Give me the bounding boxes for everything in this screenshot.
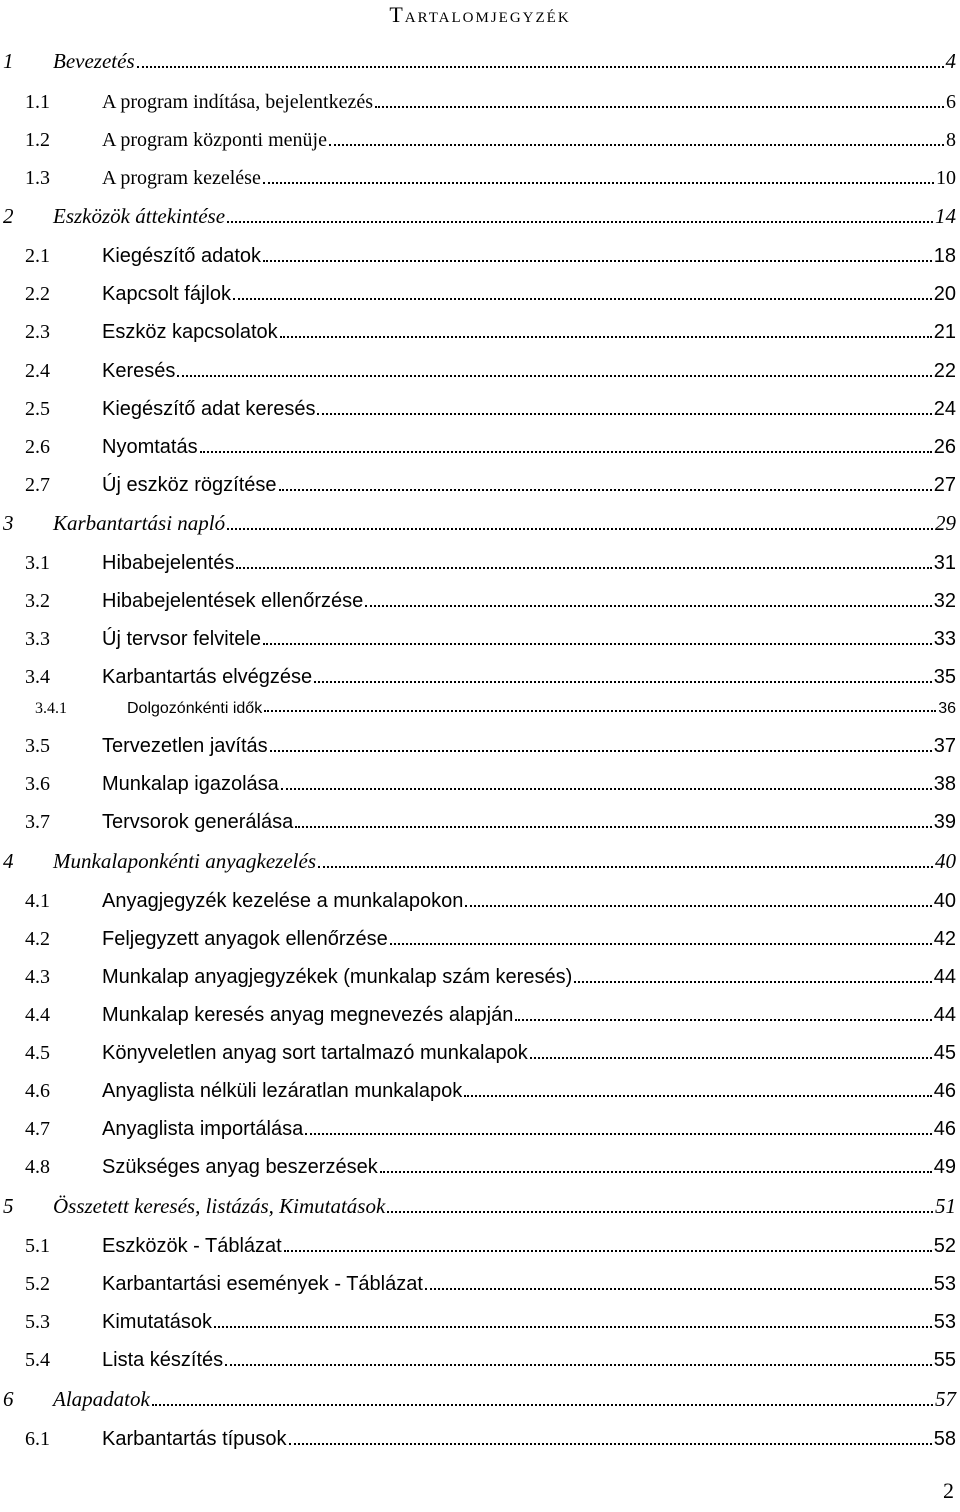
toc-entry-label: Hibabejelentések ellenőrzése — [102, 590, 364, 612]
toc-entry-label: Munkalap igazolása — [102, 773, 279, 795]
toc-entry-label: Eszköz kapcsolatok — [102, 321, 278, 343]
toc-entry[interactable] — [0, 353, 960, 383]
toc-entry-number: 3.4.1 — [35, 700, 67, 717]
toc-entry-number: 4.8 — [25, 1156, 50, 1178]
dot-leader — [574, 981, 932, 983]
toc-entry-page: 32 — [933, 590, 956, 612]
toc-entry[interactable] — [0, 921, 960, 951]
toc-entry-number: 2 — [3, 204, 14, 228]
dot-leader — [236, 567, 931, 569]
toc-entry[interactable] — [0, 506, 960, 536]
toc-entry[interactable] — [0, 1382, 960, 1412]
toc-entry-page: 29 — [935, 511, 956, 535]
toc-entry-number: 3.2 — [25, 590, 50, 612]
toc-entry-label: Könyveletlen anyag sort tartalmazó munkalapok — [102, 1042, 528, 1064]
dot-leader — [425, 1288, 932, 1290]
toc-entry-page: 35 — [933, 666, 956, 688]
toc-entry[interactable] — [0, 238, 960, 268]
dot-leader — [530, 1057, 932, 1059]
toc-entry-label: Új tervsor felvitele — [102, 628, 261, 650]
toc-entry[interactable] — [0, 621, 960, 651]
toc-entry-page: 44 — [933, 966, 956, 988]
toc-entry-page: 39 — [933, 811, 956, 833]
toc-entry[interactable] — [0, 1342, 960, 1372]
toc-entry-number: 3 — [3, 511, 14, 535]
toc-entry[interactable] — [0, 1304, 960, 1334]
toc-entry-label: Karbantartás elvégzése — [102, 666, 313, 688]
toc-entry-number: 4.6 — [25, 1080, 50, 1102]
toc-entry-page: 8 — [946, 129, 956, 151]
toc-entry-number: 4.4 — [25, 1004, 50, 1026]
toc-entry-page: 18 — [933, 245, 956, 267]
dot-leader — [233, 298, 932, 300]
toc-entry-label: Kimutatások — [102, 1311, 213, 1333]
toc-entry-number: 4.7 — [25, 1118, 50, 1140]
toc-entry-page: 24 — [933, 398, 956, 420]
toc-entry-label: Karbantartási napló — [53, 511, 226, 535]
toc-entry-label: Kapcsolt fájlok — [102, 283, 231, 305]
toc-entry-label: Tervsorok generálása — [102, 811, 294, 833]
dot-leader — [284, 1250, 932, 1252]
toc-entry-page: 6 — [946, 91, 956, 113]
dot-leader — [289, 1443, 932, 1445]
toc-entry-page: 40 — [933, 890, 956, 912]
toc-entry-number: 5.4 — [25, 1349, 50, 1371]
toc-entry-number: 5.2 — [25, 1273, 50, 1295]
toc-entry-label: Kiegészítő adat keresés — [102, 398, 316, 420]
toc-entry-page: 46 — [933, 1118, 956, 1140]
dot-leader — [214, 1326, 932, 1328]
dot-leader — [390, 943, 932, 945]
toc-entry-number: 6.1 — [25, 1428, 50, 1450]
toc-entry-page: 4 — [945, 49, 956, 73]
toc-entry-number: 1.2 — [25, 129, 50, 151]
toc-entry-label: Új eszköz rögzítése — [102, 474, 277, 496]
toc-entry-page: 52 — [933, 1235, 956, 1257]
toc-entry-number: 3.6 — [25, 773, 50, 795]
toc-entry-page: 46 — [933, 1080, 956, 1102]
toc-entry[interactable] — [0, 314, 960, 344]
toc-entry[interactable] — [0, 1111, 960, 1141]
toc-entry[interactable] — [0, 1189, 960, 1219]
toc-entry-label: Dolgozónkénti idők — [127, 700, 263, 717]
toc-entry[interactable] — [0, 728, 960, 758]
toc-entry-label: Munkalap keresés anyag megnevezés alapján — [102, 1004, 514, 1026]
toc-entry-label: Tervezetlen javítás — [102, 735, 268, 757]
toc-entry-label: Szükséges anyag beszerzések — [102, 1156, 378, 1178]
dot-leader — [279, 489, 932, 491]
toc-entry-page: 38 — [933, 773, 956, 795]
toc-entry[interactable] — [0, 1149, 960, 1179]
toc-entry[interactable] — [0, 804, 960, 834]
toc-entry-number: 2.3 — [25, 321, 50, 343]
toc-entry[interactable] — [0, 844, 960, 874]
toc-entry-page: 20 — [933, 283, 956, 305]
toc-entry-number: 2.2 — [25, 283, 50, 305]
toc-entry-page: 57 — [935, 1387, 956, 1411]
toc-entry-number: 3.1 — [25, 552, 50, 574]
dot-leader — [263, 182, 934, 184]
toc-entry-number: 1.3 — [25, 167, 50, 189]
toc-entry-page: 10 — [936, 167, 956, 189]
toc-entry[interactable] — [0, 1266, 960, 1296]
toc-entry-label: Bevezetés — [53, 49, 135, 73]
toc-entry-number: 1 — [3, 49, 14, 73]
dot-leader — [152, 1404, 933, 1406]
toc-entry[interactable] — [0, 1073, 960, 1103]
toc-entry-page: 42 — [933, 928, 956, 950]
toc-entry-number: 4.3 — [25, 966, 50, 988]
dot-leader — [137, 66, 944, 68]
toc-entry-number: 5.3 — [25, 1311, 50, 1333]
toc-entry[interactable] — [0, 467, 960, 497]
dot-leader — [464, 1095, 932, 1097]
toc-entry-label: A program kezelése — [102, 167, 261, 189]
toc-entry[interactable] — [0, 1228, 960, 1258]
dot-leader — [264, 710, 936, 712]
toc-entry-number: 2.4 — [25, 360, 50, 382]
toc-entry-number: 2.1 — [25, 245, 50, 267]
toc-entry-page: 36 — [938, 700, 956, 717]
toc-entry-page: 55 — [933, 1349, 956, 1371]
toc-entry-label: Nyomtatás — [102, 436, 198, 458]
toc-entry-label: Feljegyzett anyagok ellenőrzése — [102, 928, 388, 950]
toc-entry-label: A program indítása, bejelentkezés — [102, 91, 374, 113]
toc-entry-number: 2.5 — [25, 398, 50, 420]
toc-entry-label: Kiegészítő adatok — [102, 245, 261, 267]
dot-leader — [314, 681, 932, 683]
dot-leader — [177, 375, 931, 377]
toc-entry[interactable] — [0, 659, 960, 689]
dot-leader — [263, 643, 932, 645]
toc-entry-number: 4.1 — [25, 890, 50, 912]
dot-leader — [317, 413, 931, 415]
page-number: 2 — [943, 1478, 954, 1503]
toc-entry[interactable] — [0, 766, 960, 796]
toc-entry-page: 31 — [933, 552, 956, 574]
toc-entry[interactable] — [0, 199, 960, 229]
toc-entry-number: 2.7 — [25, 474, 50, 496]
toc-entry[interactable] — [0, 1421, 960, 1451]
toc-entry-number: 5.1 — [25, 1235, 50, 1257]
dot-leader — [329, 144, 944, 146]
toc-entry-page: 22 — [933, 360, 956, 382]
toc-entry-number: 2.6 — [25, 436, 50, 458]
dot-leader — [270, 750, 932, 752]
toc-entry-label: Keresés — [102, 360, 176, 382]
dot-leader — [387, 1211, 933, 1213]
toc-entry-page: 44 — [933, 1004, 956, 1026]
toc-entry-label: A program központi menüje — [102, 129, 327, 151]
dot-leader — [227, 221, 933, 223]
dot-leader — [280, 336, 932, 338]
dot-leader — [380, 1171, 932, 1173]
toc-entry[interactable] — [0, 84, 960, 114]
dot-leader — [200, 451, 932, 453]
dot-leader — [305, 1133, 932, 1135]
toc-entry[interactable] — [0, 883, 960, 913]
dot-leader — [295, 826, 932, 828]
toc-entry-number: 3.4 — [25, 666, 50, 688]
toc-entry-label: Eszközök áttekintése — [53, 204, 226, 228]
dot-leader — [375, 106, 944, 108]
toc-entry-label: Munkalaponkénti anyagkezelés — [53, 849, 316, 873]
toc-entry-page: 27 — [933, 474, 956, 496]
toc-entry-page: 58 — [933, 1428, 956, 1450]
toc-entry[interactable] — [0, 429, 960, 459]
toc-entry-number: 3.5 — [25, 735, 50, 757]
toc-entry[interactable] — [0, 122, 960, 152]
dot-leader — [318, 866, 933, 868]
toc-entry-page: 40 — [935, 849, 956, 873]
toc-entry-page: 51 — [935, 1194, 956, 1218]
toc-entry[interactable] — [0, 160, 960, 190]
dot-leader — [281, 788, 932, 790]
toc-entry-page: 53 — [933, 1311, 956, 1333]
toc-entry-number: 5 — [3, 1194, 14, 1218]
toc-entry-label: Lista készítés — [102, 1349, 224, 1371]
toc-entry-label: Összetett keresés, listázás, Kimutatások — [53, 1194, 386, 1218]
toc-entry-page: 21 — [933, 321, 956, 343]
toc-entry[interactable] — [0, 545, 960, 575]
toc-entry-page: 45 — [933, 1042, 956, 1064]
toc-entry-label: Anyaglista importálása — [102, 1118, 304, 1140]
toc-entry[interactable] — [0, 391, 960, 421]
dot-leader — [365, 605, 931, 607]
toc-entry-label: Eszközök - Táblázat — [102, 1235, 282, 1257]
toc-entry-page: 26 — [933, 436, 956, 458]
toc-entry[interactable] — [0, 688, 960, 718]
toc-entry[interactable] — [0, 583, 960, 613]
dot-leader — [227, 528, 933, 530]
toc-entry-number: 4.5 — [25, 1042, 50, 1064]
toc-entry-page: 14 — [935, 204, 956, 228]
toc-entry[interactable] — [0, 959, 960, 989]
toc-entry-number: 6 — [3, 1387, 14, 1411]
toc-entry-page: 53 — [933, 1273, 956, 1295]
toc-entry-number: 4.2 — [25, 928, 50, 950]
dot-leader — [225, 1364, 932, 1366]
toc-entry[interactable] — [0, 997, 960, 1027]
toc-entry-label: Hibabejelentés — [102, 552, 235, 574]
toc-entry-number: 1.1 — [25, 91, 50, 113]
toc-title: Tartalomjegyzék — [389, 2, 571, 27]
toc-entry-label: Munkalap anyagjegyzékek (munkalap szám keresés) — [102, 966, 573, 988]
toc-entry-label: Anyaglista nélküli lezáratlan munkalapok — [102, 1080, 463, 1102]
dot-leader — [263, 260, 932, 262]
toc-entry-page: 37 — [933, 735, 956, 757]
toc-entry-number: 3.7 — [25, 811, 50, 833]
toc-entry[interactable] — [0, 1035, 960, 1065]
toc-entry-number: 3.3 — [25, 628, 50, 650]
toc-entry-page: 33 — [933, 628, 956, 650]
toc-entry-number: 4 — [3, 849, 14, 873]
toc-entry-label: Anyagjegyzék kezelése a munkalapokon — [102, 890, 464, 912]
toc-entry-label: Karbantartási események - Táblázat — [102, 1273, 423, 1295]
dot-leader — [465, 905, 931, 907]
toc-entry-label: Karbantartás típusok — [102, 1428, 287, 1450]
toc-entry-page: 49 — [933, 1156, 956, 1178]
toc-entry[interactable] — [0, 44, 960, 74]
toc-entry-label: Alapadatok — [53, 1387, 150, 1411]
dot-leader — [515, 1019, 931, 1021]
toc-entry[interactable] — [0, 276, 960, 306]
